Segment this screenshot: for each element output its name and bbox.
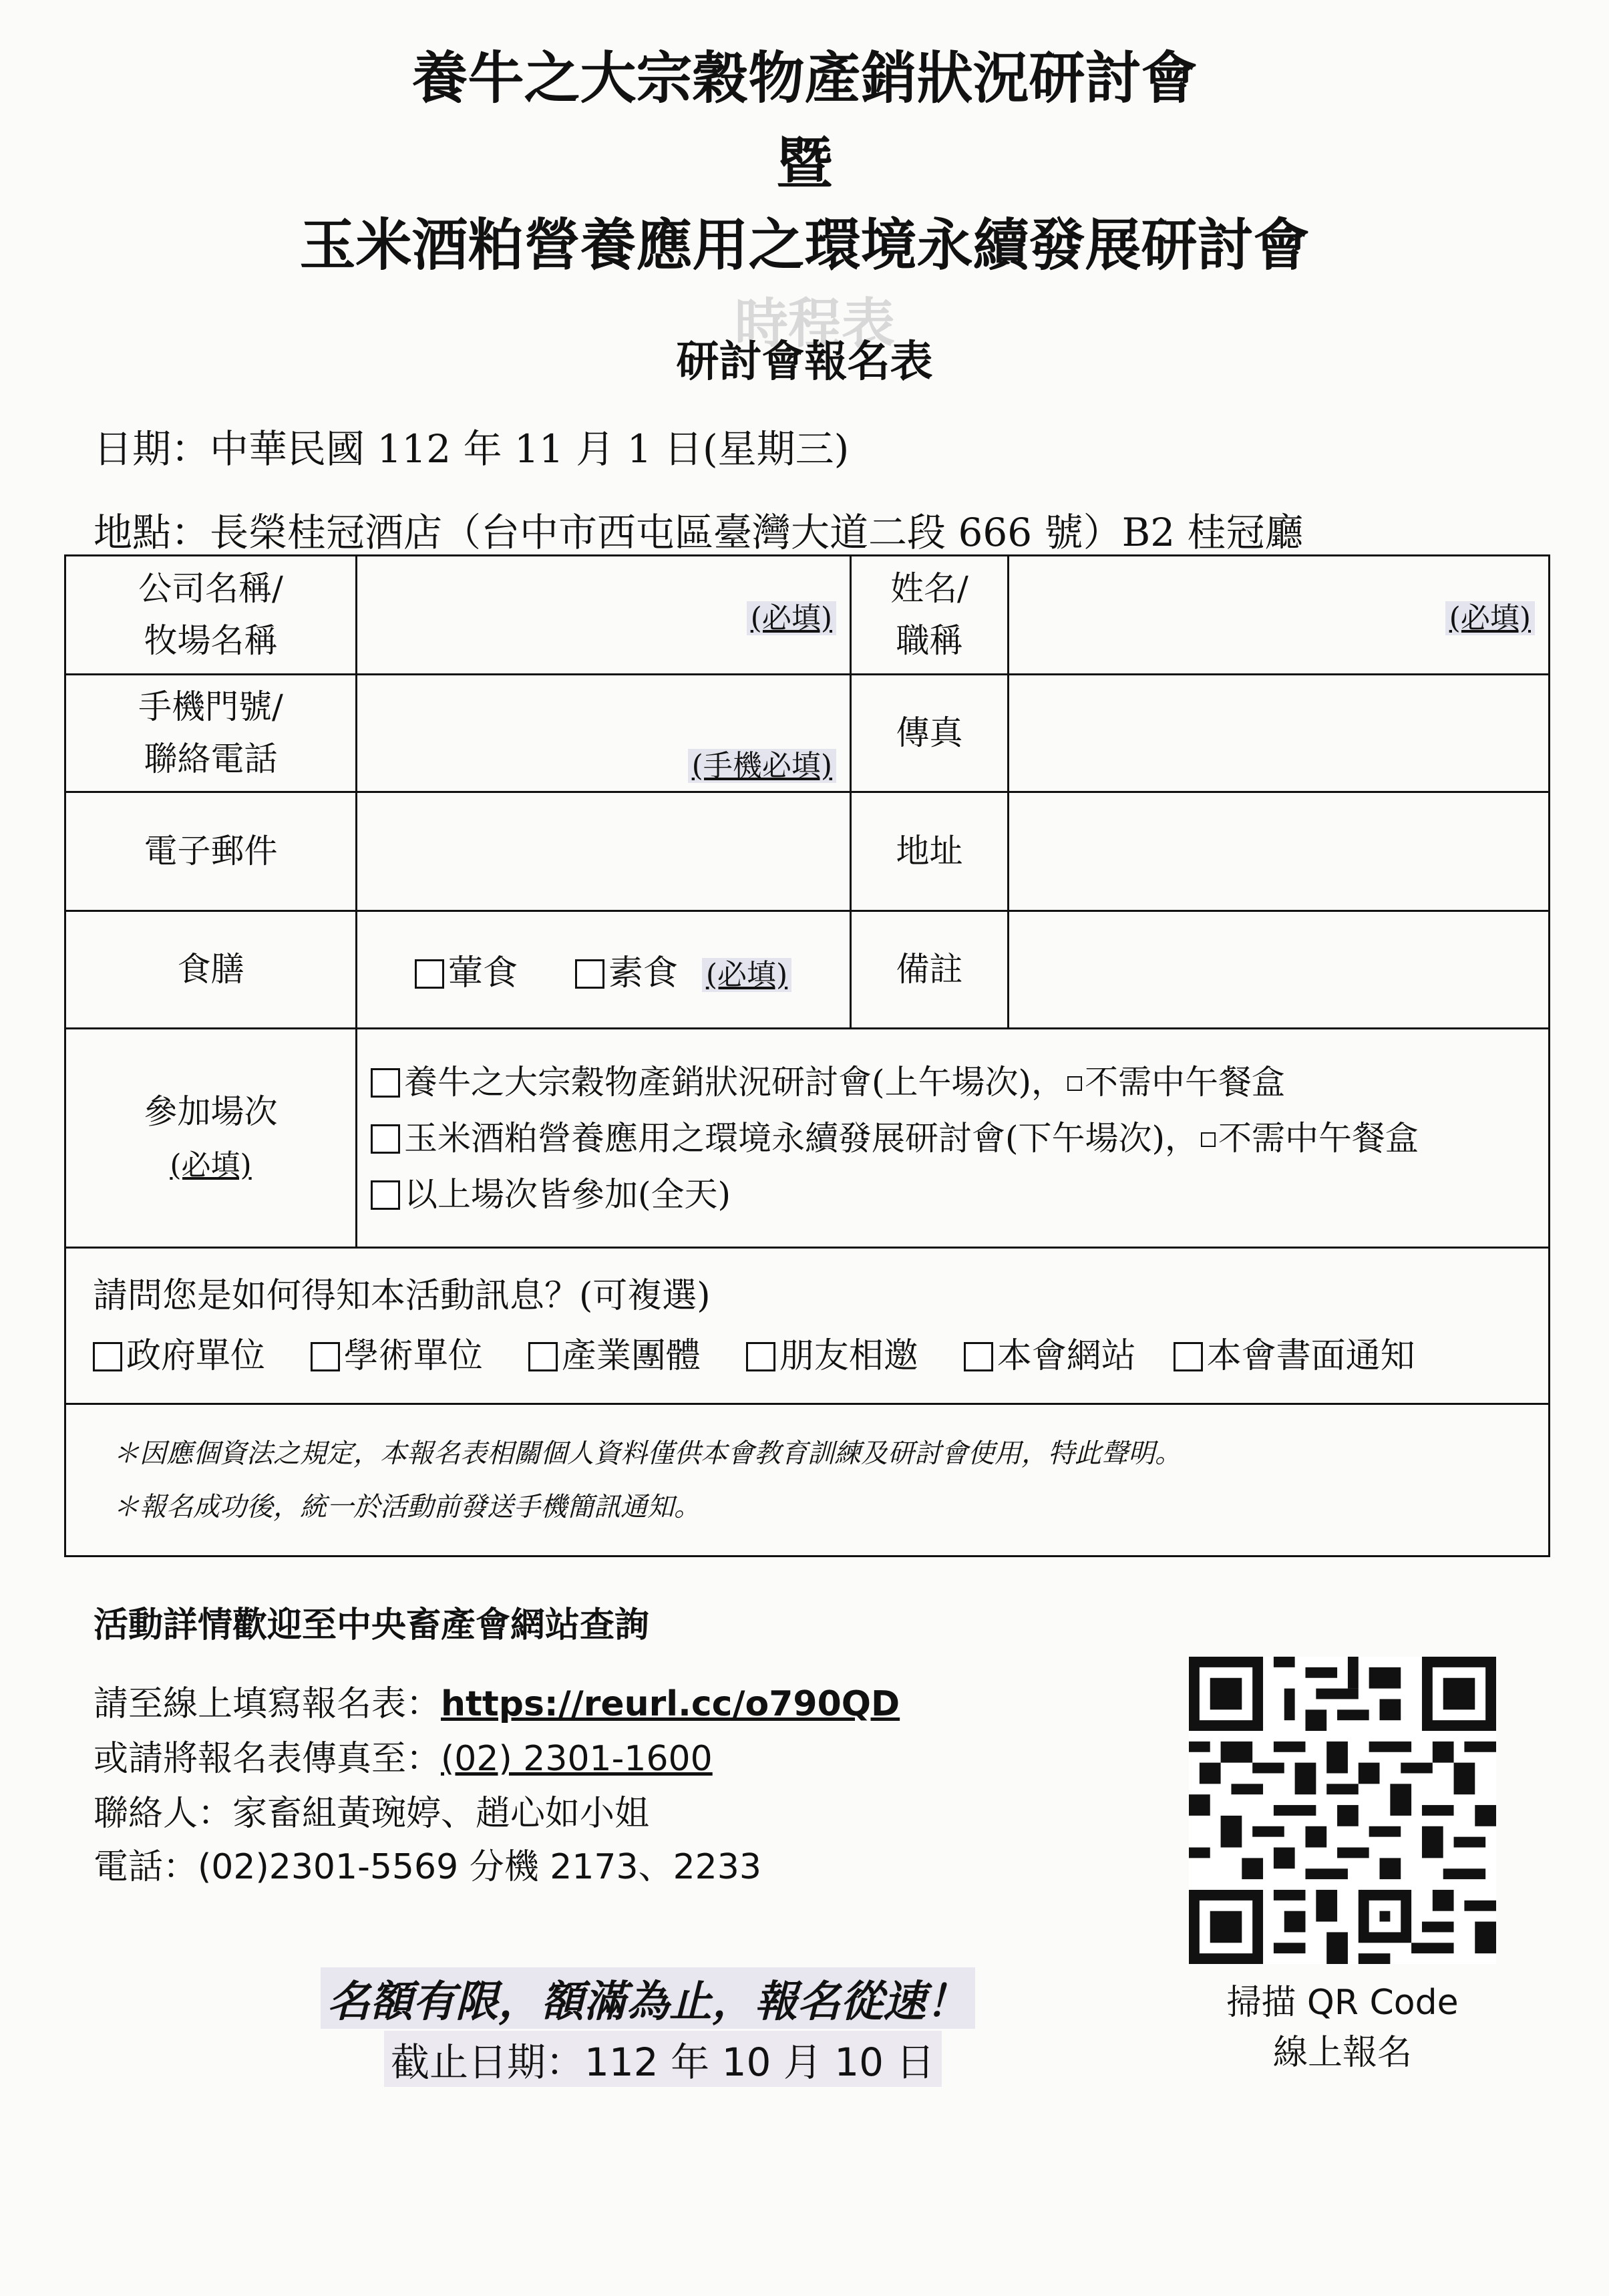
remarks-field[interactable] bbox=[1009, 911, 1550, 1029]
online-label: 請至線上填寫報名表： bbox=[94, 1684, 441, 1724]
phone-label: 手機門號/ 聯絡電話 bbox=[65, 675, 357, 792]
bleed-through-text: 時程表 bbox=[735, 292, 895, 355]
notes-section bbox=[65, 1404, 1550, 1556]
checkbox[interactable] bbox=[371, 1124, 400, 1154]
required-tag: (必填) bbox=[1445, 601, 1535, 635]
form-title: 研討會報名表 bbox=[676, 337, 933, 387]
session-label: 參加場次 (必填) bbox=[65, 1029, 357, 1248]
fax-info-label: 或請將報名表傳真至： bbox=[94, 1739, 441, 1779]
online-registration bbox=[94, 1675, 900, 1726]
source-option-industry[interactable]: 產業團體 bbox=[528, 1326, 701, 1386]
title-line-1: 養牛之大宗穀物產銷狀況研討會 bbox=[411, 45, 1198, 111]
meal-option-veg[interactable]: 素食 bbox=[575, 945, 678, 995]
required-tag: (必填) bbox=[170, 1148, 252, 1182]
email-field[interactable] bbox=[357, 792, 851, 911]
session-morning[interactable]: 養牛之大宗穀物產銷狀況研討會(上午場次)， 不需中午餐盒 bbox=[357, 1054, 1548, 1110]
date-value: 中華民國 112 年 11 月 1 日(星期三) bbox=[210, 426, 850, 472]
online-url-link[interactable]: https://reurl.cc/o790QD bbox=[441, 1684, 900, 1724]
session-full-day[interactable]: 以上場次皆參加(全天) bbox=[357, 1166, 1548, 1222]
session-afternoon[interactable]: 玉米酒粕營養應用之環境永續發展研討會(下午場次)， 不需中午餐盒 bbox=[357, 1110, 1548, 1166]
title-line-3: 玉米酒粕營養應用之環境永續發展研討會 bbox=[299, 212, 1310, 278]
venue-label: 地點： bbox=[94, 510, 210, 555]
source-option-mail-notice[interactable]: 本會書面通知 bbox=[1174, 1326, 1415, 1386]
email-label: 電子郵件 bbox=[65, 792, 357, 911]
no-lunch-checkbox[interactable] bbox=[1067, 1076, 1082, 1091]
qr-caption-line-2: 線上報名 bbox=[1272, 2033, 1412, 2073]
registration-form bbox=[64, 554, 1550, 1557]
phone-field[interactable] bbox=[357, 675, 851, 792]
source-option-website[interactable]: 本會網站 bbox=[964, 1326, 1136, 1386]
qr-code-image bbox=[1189, 1657, 1496, 1964]
date-label: 日期： bbox=[94, 426, 210, 472]
meal-option-meat[interactable]: 葷食 bbox=[415, 945, 518, 995]
required-tag: (必填) bbox=[747, 601, 836, 635]
fax-label: 傳真 bbox=[851, 675, 1009, 792]
fax-field[interactable] bbox=[1009, 675, 1550, 792]
source-option-academic[interactable]: 學術單位 bbox=[311, 1326, 483, 1386]
company-label: 公司名稱/ 牧場名稱 bbox=[65, 556, 357, 675]
source-option-government[interactable]: 政府單位 bbox=[93, 1326, 265, 1386]
contact-person: 聯絡人：家畜組黃琬婷、趙心如小姐 bbox=[94, 1794, 650, 1834]
name-field[interactable] bbox=[1009, 556, 1550, 675]
phone-required-tag: (手機必填) bbox=[688, 749, 836, 783]
company-field[interactable] bbox=[357, 556, 851, 675]
contact-phone: 電話：(02)2301-5569 分機 2173、2233 bbox=[94, 1847, 761, 1887]
source-section bbox=[65, 1248, 1550, 1404]
remarks-label: 備註 bbox=[851, 911, 1009, 1029]
details-heading: 活動詳情歡迎至中央畜產會網站查詢 bbox=[94, 1605, 650, 1645]
slogan: 名額有限，額滿為止，報名從速！ bbox=[321, 1967, 975, 2029]
privacy-note: ＊因應個資法之規定，本報名表相關個人資料僅供本會教育訓練及研討會使用，特此聲明。 bbox=[113, 1438, 1182, 1469]
source-options bbox=[93, 1326, 1548, 1386]
event-venue bbox=[94, 501, 1304, 557]
checkbox[interactable] bbox=[371, 1068, 400, 1098]
title-line-2: 暨 bbox=[776, 130, 833, 196]
required-tag: (必填) bbox=[702, 958, 791, 992]
source-question: 請問您是如何得知本活動訊息？(可複選) bbox=[93, 1275, 711, 1316]
meal-label: 食膳 bbox=[65, 911, 357, 1029]
checkbox[interactable] bbox=[415, 959, 444, 989]
address-label: 地址 bbox=[851, 792, 1009, 911]
event-date bbox=[94, 418, 849, 474]
deadline: 截止日期：112 年 10 月 10 日 bbox=[384, 2031, 942, 2087]
meal-options bbox=[357, 911, 851, 1029]
fax-info bbox=[94, 1730, 713, 1780]
fax-number: (02) 2301-1600 bbox=[441, 1739, 713, 1779]
checkbox[interactable] bbox=[575, 959, 604, 989]
qr-caption-line-1: 掃描 QR Code bbox=[1226, 1983, 1459, 2023]
sms-note: ＊報名成功後，統一於活動前發送手機簡訊通知。 bbox=[113, 1491, 701, 1522]
address-field[interactable] bbox=[1009, 792, 1550, 911]
session-options bbox=[357, 1029, 1550, 1248]
venue-value: 長榮桂冠酒店（台中市西屯區臺灣大道二段 666 號）B2 桂冠廳 bbox=[210, 510, 1304, 555]
checkbox[interactable] bbox=[371, 1180, 400, 1210]
no-lunch-checkbox[interactable] bbox=[1201, 1132, 1216, 1147]
source-option-friends[interactable]: 朋友相邀 bbox=[746, 1326, 918, 1386]
name-label: 姓名/ 職稱 bbox=[851, 556, 1009, 675]
